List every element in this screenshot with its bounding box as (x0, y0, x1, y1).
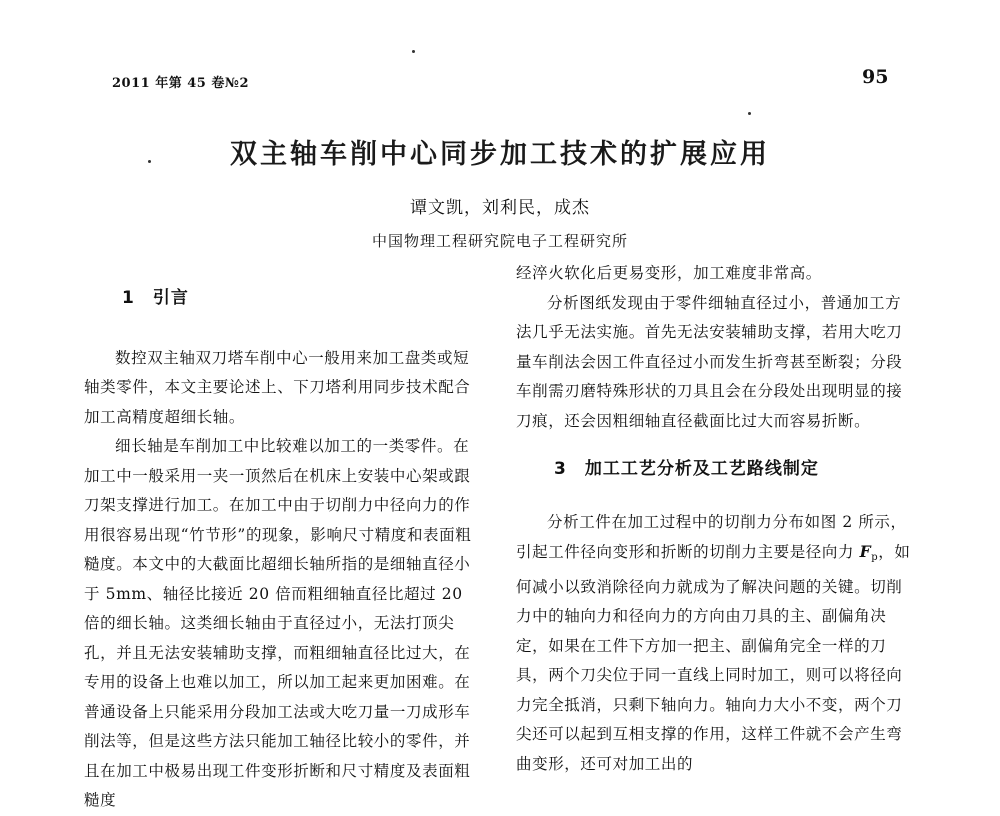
author-list: 谭文凯，刘利民，成杰 (410, 198, 590, 218)
scan-speck (748, 112, 751, 115)
text-run: ，如何减小以致消除径向力就成为了解决问题的关键。切削力中的轴向力和径向力的方向由刀具的主、副偏角决定，如果在工件下方加一把主、副偏角完全一样的刀具，两个刀尖位于同一直线上同时加工，则可以将径向力完全抵消，只剩下轴向力。轴向力大小不变，两个刀尖还可以起到互相支撑的作用，这样工件就不会产生弯曲变形，还可对加工出的 (516, 543, 911, 773)
page-number: 95 (862, 66, 889, 88)
paragraph-continued: 经淬火软化后更易变形，加工难度非常高。 (516, 264, 822, 282)
section-heading-introduction: 1 引言 (122, 288, 189, 308)
paper-title: 双主轴车削中心同步加工技术的扩展应用 (230, 139, 770, 170)
section-heading-process-analysis: 3 加工工艺分析及工艺路线制定 (554, 459, 819, 479)
paragraph (516, 508, 912, 780)
journal-issue: 2011 年第 45 卷№2 (112, 76, 250, 91)
left-column (84, 284, 480, 816)
paragraph: 数控双主轴双刀塔车削中心一般用来加工盘类或短轴类零件，本文主要论述上、下刀塔利用同步技术配合加工高精度超细长轴。 (84, 348, 471, 426)
text-run: 分析工件在加工过程中的切削力分布如图 2 所示，引起工件径向变形和折断的切削力主要是径向力 (516, 512, 907, 561)
paragraph: 分析图纸发现由于零件细轴直径过小，普通加工方法几乎无法实施。首先无法安装辅助支撑，若用大吃刀量车削法会因工件直径过小而发生折弯甚至断裂；分段车削需刃磨特殊形状的刀具且会在分段处出现明显的接刀痕，还会因粗细轴直径截面比过大而容易折断。 (516, 293, 903, 430)
scan-speck (412, 50, 415, 53)
force-symbol: F (859, 542, 872, 561)
paragraph: 细长轴是车削加工中比较难以加工的一类零件。在加工中一般采用一夹一顶然后在机床上安装中心架或跟刀架支撑进行加工。在加工中由于切削力中径向力的作用很容易出现“竹节形”的现象，影响尺寸精度和表面粗糙度。本文中的大截面比超细长轴所指的是细轴直径小于 5mm、轴径比接近 20 倍而粗细轴直径比超过 20 倍的细长轴。这类细长轴由于直径过小，无法打顶尖孔，并且无法安装辅助支撑，而粗细轴直径比过大，在专用的设备上也难以加工，所以加工起来更加困难。在普通设备上只能采用分段加工法或大吃刀量一刀成形车削法等，但是这些方法只能加工轴径比较小的零件，并且在加工中极易出现工件变形折断和尺寸精度及表面粗糙度 (84, 437, 472, 809)
force-subscript: p (871, 552, 879, 563)
right-column (516, 259, 912, 779)
affiliation: 中国物理工程研究院电子工程研究所 (371, 232, 628, 250)
